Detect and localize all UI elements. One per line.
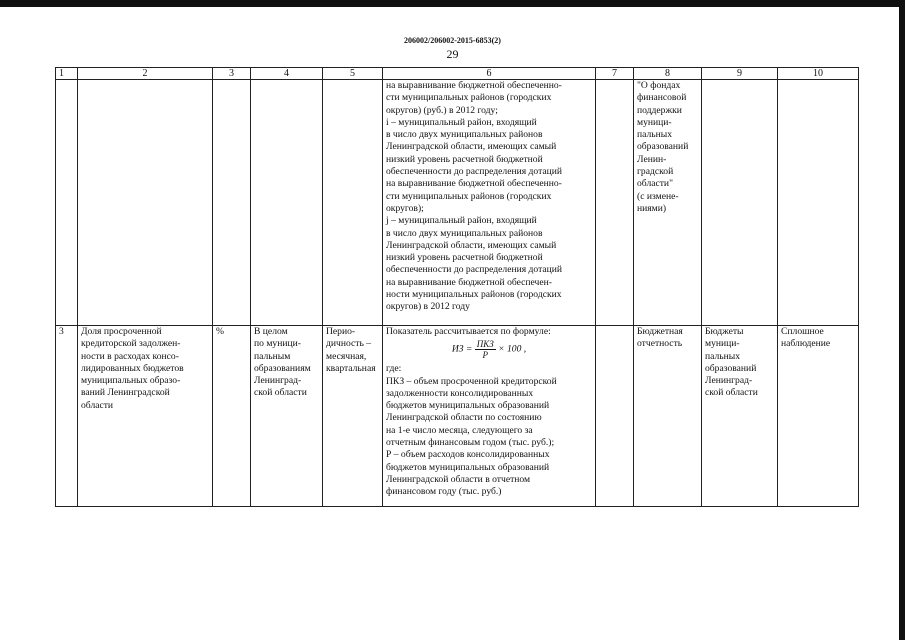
- table-cell: [702, 80, 778, 326]
- text-line: пальных: [705, 350, 741, 362]
- text-line: градской: [637, 166, 674, 178]
- text-line: Ленинградской области по состоянию: [386, 412, 542, 424]
- unit-cell: %: [213, 326, 251, 507]
- text-line: сти муниципальных районов (городских: [386, 190, 552, 202]
- col-header: 8: [634, 68, 702, 80]
- text-line: на выравнивание бюджетной обеспеченно-: [386, 80, 562, 91]
- col-header: 4: [251, 68, 323, 80]
- text-line: округов);: [386, 202, 424, 214]
- text-line: области": [637, 178, 673, 190]
- text-line: округов) (руб.) в 2012 году;: [386, 104, 498, 116]
- text-line: области: [81, 399, 114, 411]
- text-line: образованиям: [254, 362, 311, 374]
- text-line: бюджетов муниципальных образований: [386, 400, 550, 412]
- text-line: сти муниципальных районов (городских: [386, 92, 552, 104]
- text-line: муниципальных образо-: [81, 375, 181, 387]
- text-line: финансовом году (тыс. руб.): [386, 486, 502, 498]
- document-id: 206002/206002-2015-6853(2): [404, 36, 501, 45]
- formula-denominator: Р: [482, 350, 488, 361]
- row-number: 3: [56, 326, 78, 507]
- text-line: низкий уровень расчетной бюджетной: [386, 153, 543, 165]
- text-line: муници-: [705, 338, 740, 350]
- text-line: задолженности консолидированных: [386, 387, 534, 399]
- observation-cell: [778, 326, 859, 507]
- text-line: (с измене-: [637, 190, 679, 202]
- text-line: Бюджеты: [705, 326, 744, 337]
- text-line: на 1-е число месяца, следующего за: [386, 424, 533, 436]
- text-line: Ленинградской области, имеющих самый: [386, 141, 557, 153]
- table-row: [56, 326, 859, 507]
- col-header: 5: [323, 68, 383, 80]
- text-line: отчетность: [637, 338, 683, 350]
- text-line: Показатель рассчитывается по формуле:: [386, 326, 551, 337]
- table-row: [56, 80, 859, 326]
- text-line: бюджетов муниципальных образований: [386, 461, 550, 473]
- text-line: ниями): [637, 202, 667, 214]
- text-line: Ленинградской области в отчетном: [386, 473, 531, 485]
- text-line: отчетным финансовым годом (тыс. руб.);: [386, 437, 555, 449]
- text-line: Сплошное: [781, 326, 824, 337]
- col-header: 9: [702, 68, 778, 80]
- formula-lhs: ИЗ =: [451, 344, 473, 355]
- text-line: Доля просроченной: [81, 326, 162, 337]
- text-line: наблюдение: [781, 338, 831, 350]
- table-cell: [251, 80, 323, 326]
- col-header: 7: [596, 68, 634, 80]
- text-line: муници-: [637, 116, 672, 128]
- text-line: обеспеченности до распределения дотаций: [386, 166, 563, 178]
- text-line: месячная,: [326, 350, 367, 362]
- text-line: поддержки: [637, 104, 682, 116]
- scan-edge-right: [899, 0, 905, 640]
- text-line: на выравнивание бюджетной обеспеченно-: [386, 178, 562, 190]
- text-line: Ленин-: [637, 153, 667, 165]
- text-line: лидированных бюджетов: [81, 362, 184, 374]
- method-cell: [383, 80, 596, 326]
- indicator-name-cell: [78, 326, 213, 507]
- scope-cell: [251, 326, 323, 507]
- scan-edge-top: [0, 0, 905, 7]
- text-line: Ленинград-: [254, 375, 302, 387]
- text-line: квартальная: [326, 362, 376, 374]
- text-line: пальных: [637, 129, 673, 141]
- header-row: [56, 68, 859, 80]
- object-cell: [702, 326, 778, 507]
- text-line: j – муниципальный район, входящий: [386, 215, 537, 227]
- text-line: "О фондах: [637, 80, 681, 91]
- text-line: на выравнивание бюджетной обеспечен-: [386, 276, 552, 288]
- text-line: низкий уровень расчетной бюджетной: [386, 252, 543, 264]
- text-line: пальным: [254, 350, 291, 362]
- text-line: ности муниципальных районов (городских: [386, 289, 562, 301]
- text-line: Ленинград-: [705, 375, 753, 387]
- text-line: где:: [386, 363, 402, 375]
- text-line: Перио-: [326, 326, 356, 337]
- col-header: 2: [78, 68, 213, 80]
- table-cell: [323, 80, 383, 326]
- text-line: Ленинградской области, имеющих самый: [386, 239, 557, 251]
- text-line: Бюджетная: [637, 326, 683, 337]
- text-line: ПКЗ – объем просроченной кредиторской: [386, 375, 557, 387]
- text-line: в число двух муниципальных районов: [386, 227, 543, 239]
- col-header: 1: [56, 68, 78, 80]
- text-line: В целом: [254, 326, 288, 337]
- text-line: дичность –: [326, 338, 372, 350]
- source-cell: [634, 80, 702, 326]
- text-line: обеспеченности до распределения дотаций: [386, 264, 563, 276]
- text-line: ваний Ленинградской: [81, 387, 170, 399]
- col-header: 6: [383, 68, 596, 80]
- formula-rhs: × 100 ,: [498, 344, 527, 355]
- col-header: 10: [778, 68, 859, 80]
- text-line: в число двух муниципальных районов: [386, 129, 543, 141]
- text-line: финансовой: [637, 92, 687, 104]
- table-cell: [596, 326, 634, 507]
- text-line: образований: [637, 141, 689, 153]
- table-cell: [78, 80, 213, 326]
- page-number: 29: [446, 47, 459, 61]
- formula-numerator: ПКЗ: [476, 339, 494, 350]
- method-cell: [383, 326, 596, 507]
- text-line: округов) в 2012 году: [386, 301, 470, 313]
- indicator-table: [55, 67, 859, 507]
- table-cell: [778, 80, 859, 326]
- formula-fraction: [475, 339, 496, 360]
- source-cell: [634, 326, 702, 507]
- text-line: i – муниципальный район, входящий: [386, 116, 537, 128]
- text-line: образований: [705, 362, 757, 374]
- table-cell: [596, 80, 634, 326]
- text-line: кредиторской задолжен-: [81, 338, 181, 350]
- text-line: ской области: [254, 387, 307, 399]
- text-line: ской области: [705, 387, 758, 399]
- text-line: по муници-: [254, 338, 301, 350]
- col-header: 3: [213, 68, 251, 80]
- text-line: Р – объем расходов консолидированных: [386, 449, 550, 461]
- formula: [386, 339, 592, 360]
- table-cell: [213, 80, 251, 326]
- table-cell: [56, 80, 78, 326]
- text-line: ности в расходах консо-: [81, 350, 179, 362]
- periodicity-cell: [323, 326, 383, 507]
